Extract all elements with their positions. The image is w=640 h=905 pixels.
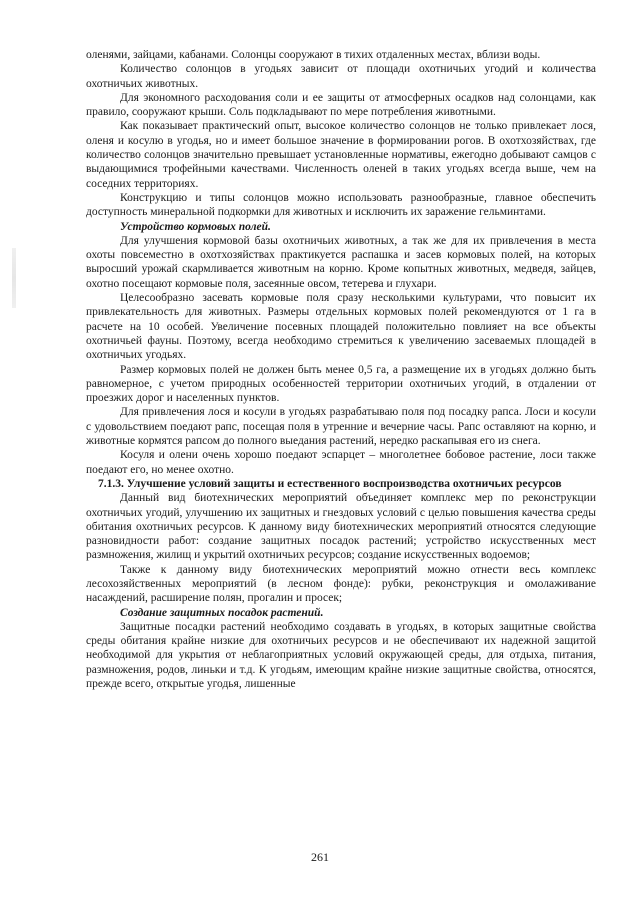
paragraph: оленями, зайцами, кабанами. Солонцы сооружают в тихих отдаленных местах, вблизи воды. [86, 49, 541, 61]
paragraph: Также к данному виду биотехнических мероприятий можно отнести весь комплекс лесохозяйственных мероприятий (в лесном фонде): рубки, реконструкция и омолаживание насаждений, расширение полян, прогалин и просек; [86, 563, 596, 605]
paragraph: Конструкцию и типы солонцов можно использовать разнообразные, главное обеспечить доступность минеральной подкормки для животных и исключить их заражение гельминтами. [86, 191, 596, 219]
page-number: 261 [311, 850, 329, 864]
section-heading: 7.1.3. Улучшение условий защиты и естественного воспроизводства охотничьих ресурсов [98, 477, 562, 490]
paragraph: Защитные посадки растений необходимо создавать в угодьях, в которых защитные свойства среды обитания крайне низкие для охотничьих ресурсов и не обеспечивают их надежной защитой необходимой для укрытия от неблагоприятных условий окружающей среды, для отдыха, питания, размножения, родов, линьки и т.д. К угодьям, имеющим крайне низкие защитные свойства, относятся, прежде всего, открытые угодья, лишенные [86, 620, 596, 691]
paragraph: Для привлечения лося и косули в угодьях разрабатываю поля под посадку рапса. Лоси и косули с удовольствием поедают рапс, посещая поля в утренние и вечерние часы. Рапс оставляют на корню, и животные кормятся рапсом до полного выедания растений, нередко раскапывая его из снега. [86, 406, 596, 448]
scan-artifact [12, 248, 16, 308]
subheading-feeding-fields: Устройство кормовых полей. [120, 220, 271, 233]
paragraph: Целесообразно засевать кормовые поля сразу несколькими культурами, что повысит их привлекательность для животных. Размеры отдельных кормовых полей рекомендуются от 1 га в расчете на 10 особей. Увеличение посевных площадей положительно повлияет на все объекты охотничьей фауны. Поэтому, всегда необходимо стремиться к увеличению засеваемых площадей в охотничьих угодьях. [86, 292, 596, 362]
paragraph: Размер кормовых полей не должен быть менее 0,5 га, а размещение их в угодьях должно быть равномерное, с учетом природных особенностей территории охотничьих угодий, в отдалении от проезжих дорог и населенных пунктов. [86, 363, 596, 405]
subheading-protective-plantings: Создание защитных посадок растений. [120, 606, 324, 619]
paragraph: Для экономного расходования соли и ее защиты от атмосферных осадков над солонцами, как правило, сооружают крыши. Соль подкладывают по мере потребления животными. [86, 91, 596, 119]
paragraph: Количество солонцов в угодьях зависит от площади охотничьих угодий и количества охотничьих животных. [86, 63, 596, 90]
paragraph: Данный вид биотехнических мероприятий объединяет комплекс мер по реконструкции охотничьих угодий, улучшению их защитных и гнездовых условий с целью повышения качества среды обитания охотничьих ресурсов. К данному виду биотехнических мероприятий относятся следующие разновидности работ: создание защитных посадок растений; устройство искусственных мест размножения, жилищ и укрытий охотничьих ресурсов; создание искусственных водоемов; [86, 492, 596, 562]
paragraph: Как показывает практический опыт, высокое количество солонцов не только привлекает лося, оленя и косулю в угодья, но и имеет большое значение в формировании рогов. В охотхозяйствах, где количество солонцов значительно превышает установленные нормативы, ежегодно добывают самцов с выдающимися трофейными качествами. Численность оленей в таких угодьях всегда выше, чем на соседних территориях. [86, 120, 596, 190]
paragraph: Косуля и олени очень хорошо поедают эспарцет – многолетнее бобовое растение, лоси также поедают его, но менее охотно. [86, 449, 596, 476]
paragraph: Для улучшения кормовой базы охотничьих животных, а так же для их привлечения в места охоты повсеместно в охотхозяйствах практикуется распашка и засев кормовых полей, на которых выросший урожай скармливается животным на корню. Кроме копытных животных, медведя, зайцев, охотно посещают кормовые поля, засеянные овсом, тетерева и глухари. [86, 234, 596, 290]
page-body [86, 48, 596, 691]
